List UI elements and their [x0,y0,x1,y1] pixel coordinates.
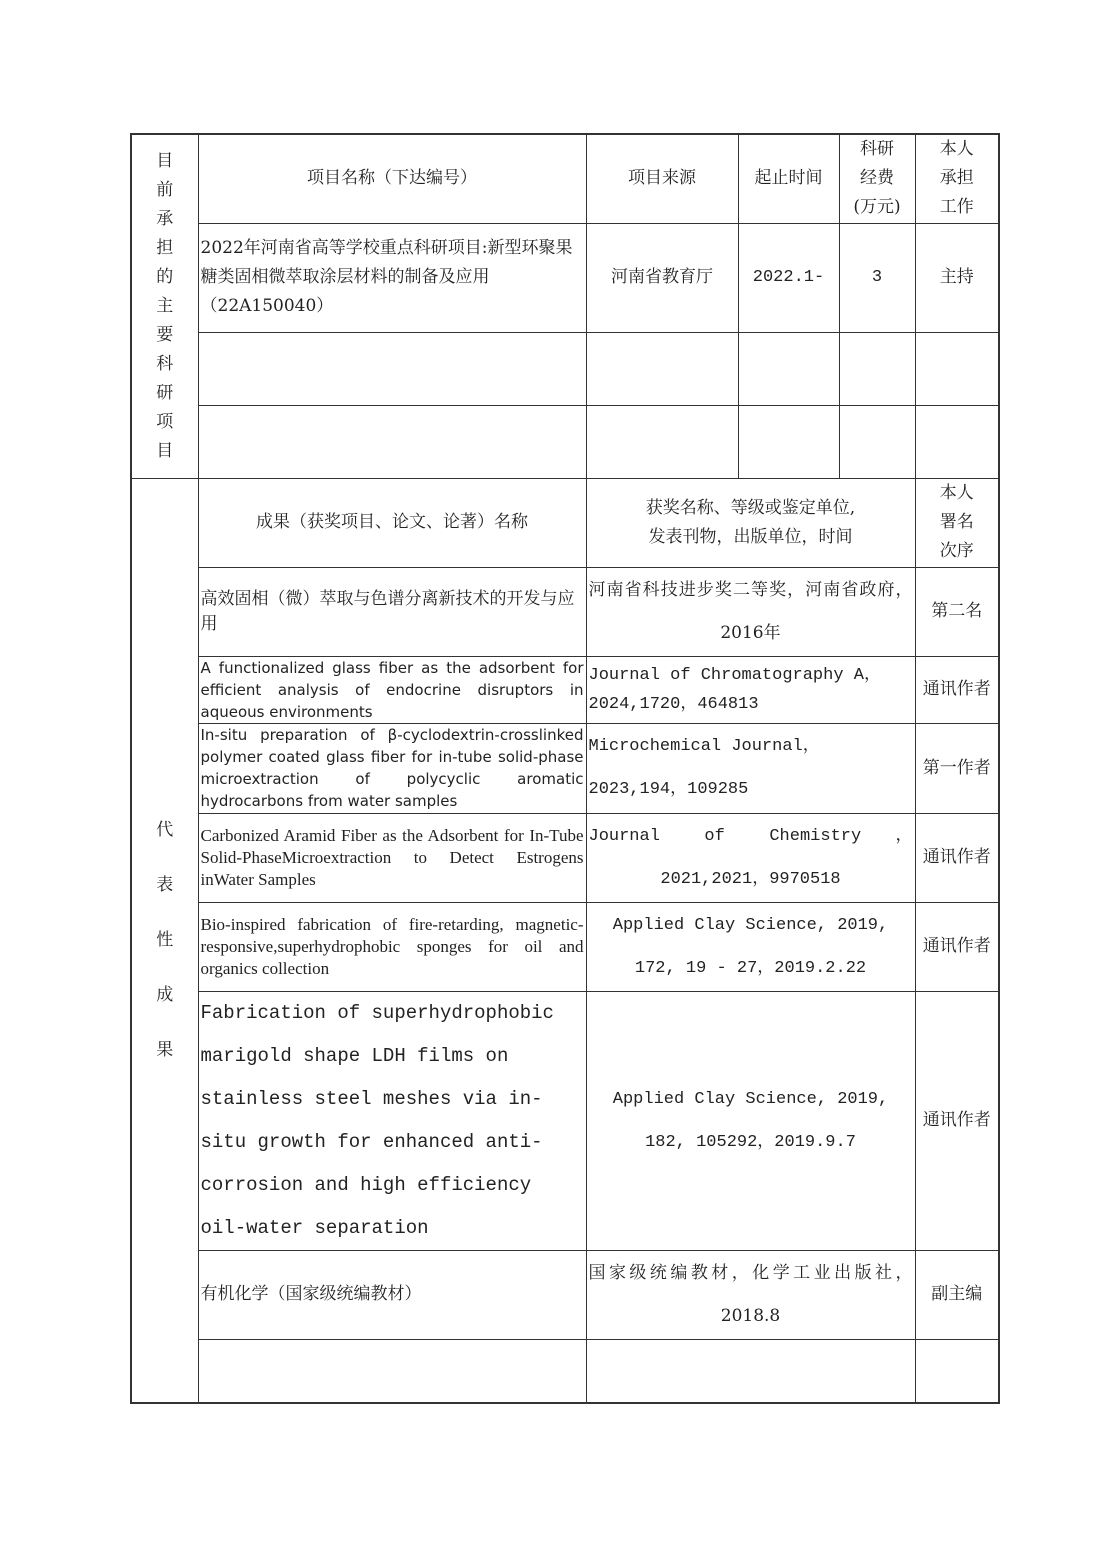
achievement-rank: 通讯作者 [915,991,999,1250]
achievement-award: Journal of Chemistry，2021,2021，9970518 [586,813,915,902]
achievement-name: 有机化学（国家级统编教材） [198,1250,586,1339]
achievement-table [130,133,1000,1404]
project-row [131,223,999,332]
achievement-name: Carbonized Aramid Fiber as the Adsorbent for In-Tube Solid-PhaseMicroextraction to Detect Estrogens inWater Samples [198,813,586,902]
project-role: 主持 [915,223,999,332]
header-achievement-rank: 本人 署名 次序 [915,478,999,567]
achievement-row [131,656,999,723]
achievement-rank: 第二名 [915,567,999,656]
achievement-rank: 通讯作者 [915,656,999,723]
header-project-period: 起止时间 [738,134,839,223]
achievement-row [131,902,999,991]
projects-side-label: 目 前 承 担 的 主 要 科 研 项 目 [131,134,198,478]
achievement-name: In-situ preparation of β-cyclodextrin-crosslinked polymer coated glass fiber for in-tube solid-phase microextraction of polycyclic aromatic hydrocarbons from water samples [198,723,586,813]
achievement-rank: 第一作者 [915,723,999,813]
achievement-rank: 通讯作者 [915,813,999,902]
achievement-award: Journal of Chromatography A，2024,1720，464813 [586,656,915,723]
achievement-award: Applied Clay Science, 2019, 172, 19 - 27，2019.2.22 [586,902,915,991]
achievement-row [131,991,999,1250]
project-empty-row [131,332,999,405]
achievement-rank: 通讯作者 [915,902,999,991]
project-empty-row [131,405,999,478]
header-achievement-name: 成果（获奖项目、论文、论著）名称 [198,478,586,567]
header-project-source: 项目来源 [586,134,738,223]
project-period: 2022.1- [738,223,839,332]
achievement-row [131,723,999,813]
header-project-role: 本人 承担 工作 [915,134,999,223]
header-project-funding: 科研 经费 (万元) [839,134,915,223]
project-source: 河南省教育厅 [586,223,738,332]
achievement-name: A functionalized glass fiber as the adsorbent for efficient analysis of endocrine disruptors in aqueous environments [198,656,586,723]
achievement-award: Microchemical Journal，2023,194，109285 [586,723,915,813]
achievement-name: Bio-inspired fabrication of fire-retarding, magnetic-responsive,superhydrophobic sponges for oil and organics collection [198,902,586,991]
achievement-name: Fabrication of superhydrophobic marigold shape LDH films on stainless steel meshes via in-situ growth for enhanced anti-corrosion and high efficiency oil-water separation [198,991,586,1250]
achievement-name: 高效固相（微）萃取与色谱分离新技术的开发与应用 [198,567,586,656]
achievement-empty-row [131,1339,999,1403]
header-achievement-award: 获奖名称、等级或鉴定单位, 发表刊物，出版单位，时间 [586,478,915,567]
achievements-side-label: 代 表 性 成 果 [131,478,198,1403]
achievement-row [131,813,999,902]
project-funding: 3 [839,223,915,332]
achievement-row [131,1250,999,1339]
achievement-award: 河南省科技进步奖二等奖，河南省政府， 2016年 [586,567,915,656]
achievement-award: Applied Clay Science, 2019, 182, 105292，2019.9.7 [586,991,915,1250]
header-project-name: 项目名称（下达编号） [198,134,586,223]
achievement-award: 国家级统编教材，化学工业出版社，2018.8 [586,1250,915,1339]
project-name: 2022年河南省高等学校重点科研项目:新型环聚果糖类固相微萃取涂层材料的制备及应用（22A150040） [198,223,586,332]
achievement-row [131,567,999,656]
achievement-rank: 副主编 [915,1250,999,1339]
